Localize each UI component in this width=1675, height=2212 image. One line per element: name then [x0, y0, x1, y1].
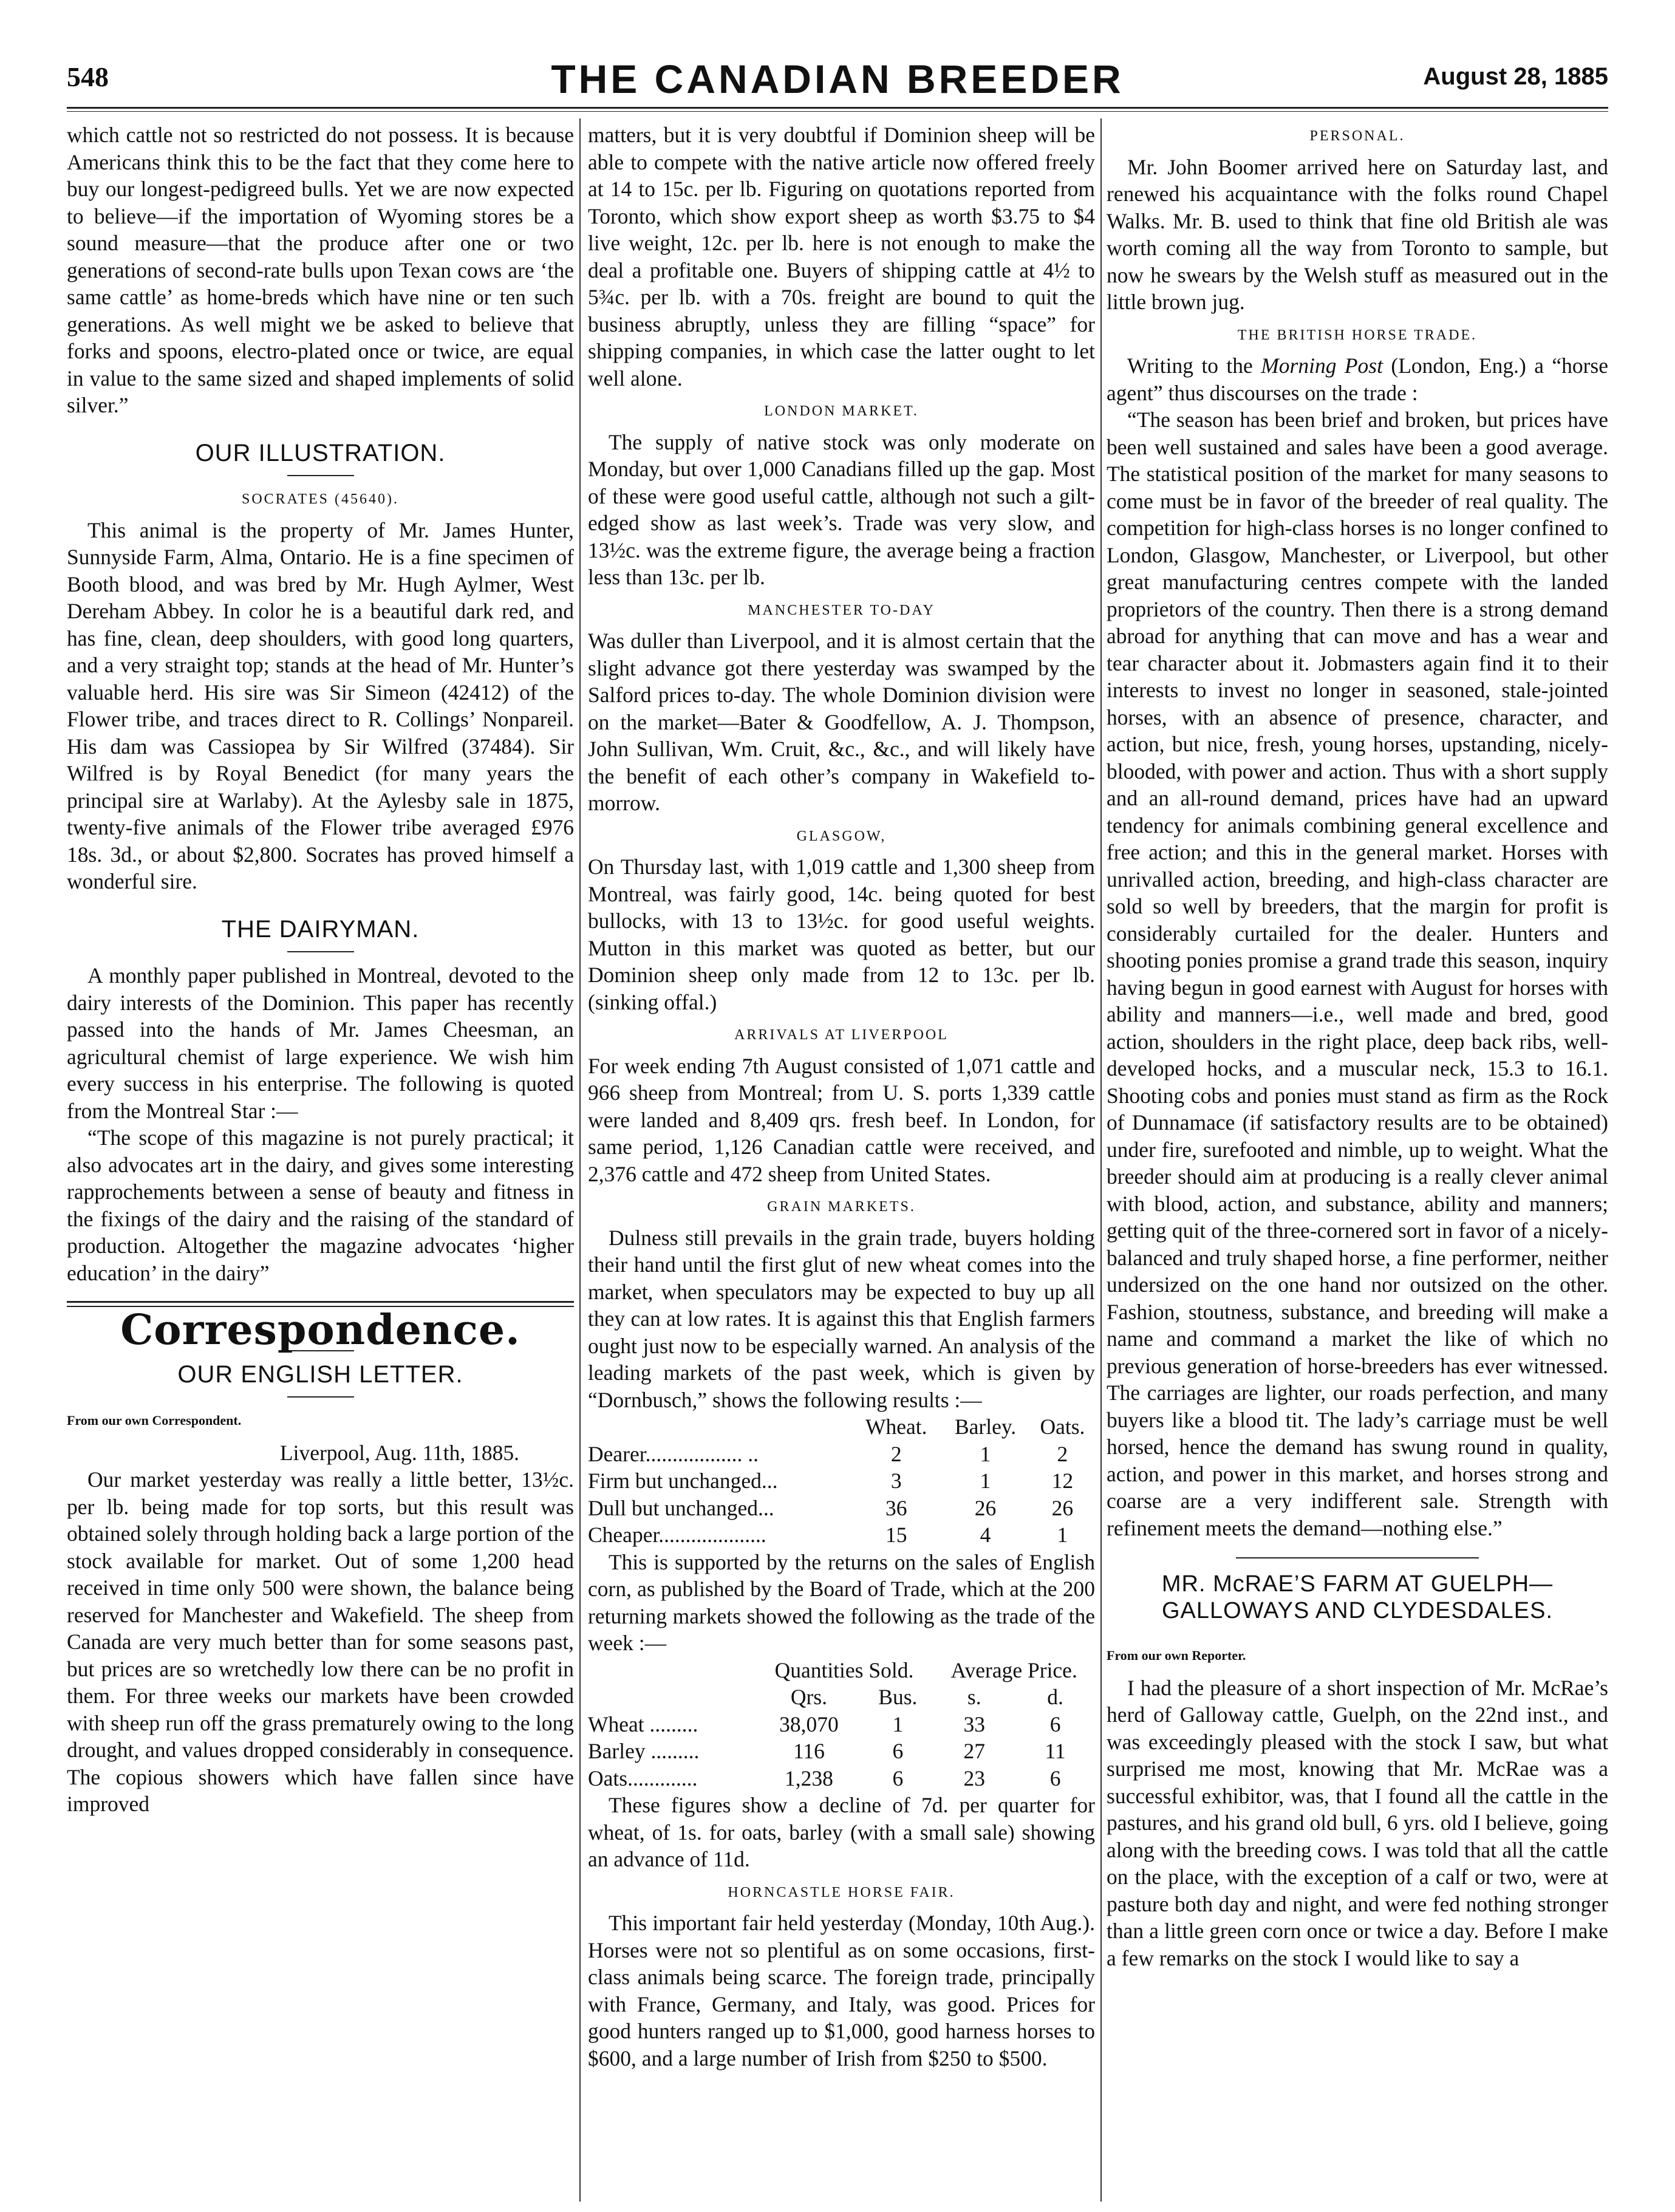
- horse-trade-intro: [1107, 352, 1608, 406]
- mcrae-text: I had the pleasure of a short inspection of Mr. McRae’s herd of Galloway cattle, Guelph, on the 22nd inst., and was exceedingly pleased with the stock I saw, but what surprised me most, knowing that Mr. McRae was a successful exhibitor, was, that I found all the cattle in the pastures, and his grand old bull, 6 yrs. old I believe, going along with the breeding cows. I was told that all the cattle on the place, with the exception of a calf or two, were at pasture both day and night, and were fed nothing stronger than a little green corn once or twice a day. Before I make a few remarks on the stock I would like to say a: [1107, 1675, 1608, 1970]
- arrivals-text: For week ending 7th August consisted of 1,071 cattle and 966 sheep from Montreal; from U. S. ports 1,339 cattle were landed and 8,409 qrs. fresh beef. In London, for same period, 1,126 Canadian cattle were received, and 2,376 cattle and 472 sheep from United States.: [588, 1053, 1095, 1186]
- continued-paragraph: matters, but it is very doubtful if Dominion sheep will be able to compete with the native article now offered freely at 14 to 15c. per lb. Figuring on quotations reported from Toronto, which show export sheep as worth $3.75 to $4 live weight, 12c. per lb. here is not enough to make the deal a profitable one. Buyers of shipping cattle at 4½ to 5¾c. per lb. with a 70s. freight are bound to quit the business abruptly, unless they are filling “space” for shipping companies, in which case the latter ought to let well alone.: [588, 123, 1095, 391]
- cell-barley: 1: [980, 1441, 991, 1466]
- row-label: Wheat .........: [588, 1712, 698, 1736]
- table-row: [588, 1711, 1095, 1738]
- column-header: Barley.: [954, 1415, 1017, 1439]
- column-divider: [579, 118, 581, 2202]
- newspaper-title: THE CANADIAN BREEDER: [551, 56, 1124, 101]
- column-header: Wheat.: [865, 1415, 927, 1439]
- cell-s: 33: [963, 1712, 986, 1736]
- cell-qrs: 116: [793, 1739, 825, 1763]
- arrivals-heading: ARRIVALS AT LIVERPOOL: [734, 1027, 949, 1043]
- row-label: Barley .........: [588, 1739, 700, 1763]
- cell-wheat: 2: [890, 1441, 902, 1466]
- intro-text: Writing to the: [1127, 353, 1253, 378]
- row-label: Dearer.................. ..: [588, 1441, 759, 1466]
- cell-wheat: 15: [885, 1523, 907, 1547]
- glasgow-text: On Thursday last, with 1,019 cattle and 1,300 sheep from Montreal, was fairly good, 14c. being quoted for best bullocks, with 13 to 13½c. for good useful weights. Mutton in this market was quoted as better, but our Dominion sheep only made from 12 to 13c. per lb. (sinking offal.): [588, 855, 1095, 1014]
- grain-markets-heading: GRAIN MARKETS.: [767, 1199, 916, 1215]
- horncastle-heading: HORNCASTLE HORSE FAIR.: [728, 1884, 955, 1900]
- cell-bus: 1: [892, 1712, 904, 1736]
- cell-qrs: 38,070: [779, 1712, 839, 1736]
- grain-markets-text: Dulness still prevails in the grain trade, buyers holding their hand until the first glut of new wheat comes into the market, when speculators may be expected to buy up all they can at low rates. It is against this that English farmers ought just now to be especially warned. An analysis of the leading markets of the past week, which is given by “Dornbusch,” shows the following results :—: [588, 1225, 1095, 1412]
- personal-text: Mr. John Boomer arrived here on Saturday last, and renewed his acquaintance with the folks round Chapel Walks. Mr. B. used to think that fine old British ale was worth coming all the way from Toronto to sample, but now he swears by the Welsh stuff as measured out in the little brown jug.: [1107, 154, 1608, 314]
- quantities-table: [588, 1657, 1095, 1792]
- correspondence-heading: Correspondence.: [120, 1306, 520, 1354]
- masthead: [67, 56, 1608, 104]
- english-letter-heading: OUR ENGLISH LETTER.: [177, 1360, 463, 1388]
- horse-trade-heading: THE BRITISH HORSE TRADE.: [1237, 327, 1478, 343]
- glasgow-heading: GLASGOW,: [796, 828, 887, 844]
- illustration-heading: OUR ILLUSTRATION.: [195, 439, 446, 466]
- table-row: [588, 1441, 1095, 1468]
- column-header: Oats.: [1040, 1415, 1085, 1439]
- cell-s: 23: [963, 1766, 986, 1790]
- cell-barley: 1: [980, 1469, 991, 1493]
- cell-d: 6: [1049, 1712, 1061, 1736]
- divider: [287, 1396, 354, 1398]
- cell-oats: 26: [1051, 1495, 1074, 1520]
- manchester-text: Was duller than Liverpool, and it is almost certain that the slight advance got there yesterday was swamped by the Salford prices to-day. The whole Dominion division were on the market—Bater & Goodfellow, A. J. Thompson, John Sullivan, Wm. Cruit, &c., &c., and will likely have the benefit of each other’s company in Wakefield to-morrow.: [588, 629, 1095, 815]
- column-header: Bus.: [878, 1685, 918, 1709]
- column-header: Qrs.: [790, 1685, 827, 1709]
- row-label: Dull but unchanged...: [588, 1495, 774, 1520]
- horncastle-text: This important fair held yesterday (Monday, 10th Aug.). Horses were not so plentiful as on some occasions, first-class animals being scarce. The foreign trade, principally with France, Germany, and Italy, was good. Prices for good hunters ranged up to $1,000, good harness horses to $600, and a large number of Irish from $250 to $500.: [588, 1911, 1095, 2070]
- london-market-heading: LONDON MARKET.: [764, 403, 919, 419]
- dairyman-heading: THE DAIRYMAN.: [221, 915, 420, 943]
- table-row: [588, 1738, 1095, 1765]
- horse-trade-quote: “The season has been brief and broken, but prices have been well sustained and sales have been a good average. The statistical position of the market for many seasons to come must be in favor of the breeder of real quality. The competition for high-class horses is no longer confined to London, Glasgow, Manchester, or Liverpool, but other great manufacturing centres compete with the landed proprietors of the country. Then there is a strong demand abroad for anything that can move and has a wear and tear character about it. Jobmasters again find it to their interests to invest no longer in seasoned, stale-jointed horses, with an absence of presence, character, and action, but nice, fresh, young horses, upstanding, nicely-blooded, with power and action. Thus with a short supply and an all-round demand, prices have had an upward tendency for animals combining general excellence and free action; and this in the general market. Horses with unrivalled action, breeding, and high-class character are sold so well by breeders, that the margin for profit is considerably curtailed for the dealer. Hunters and shooting ponies promise a grand trade this season, inquiry having begun in good earnest with August for horses with ability and manners—i.e., well made and bred, good action, shoulders in the right place, deep back ribs, well-developed hocks, and a muscular neck, 15.3 to 16.1. Shooting cobs and ponies must stand as firm as the Rock of Dunnamace (if satisfactory results are to be obtained) under fire, surefooted and nimble, up to weight. What the breeder should aim at producing is a really clever animal with blood, action, and substance, ability and manners; getting quit of the three-cornered sort in favor of a nicely-balanced and truly shaped horse, a fine performer, neither undersized on the one hand nor outsized on the other. Fashion, stoutness, substance, and breeding will make a name and command a market the like of which no previous generation of horse-breeders has ever witnessed. The carriages are lighter, our roads perfection, and many buyers like a blood tit. The lady’s carriage must be well horsed, hence the demand has swung round in quality, action, and power in this market, and horses strong and coarse are a very indifferent sale. Strength with refinement meets the demand—nothing else.”: [1107, 408, 1608, 1540]
- row-label: Oats.............: [588, 1766, 698, 1790]
- byline: From our own Correspondent.: [67, 1413, 242, 1428]
- supported-text: This is supported by the returns on the sales of English corn, as published by the Board of Trade, which at the 200 returning markets showed the following as the trade of the week :—: [588, 1549, 1095, 1655]
- dateline: Liverpool, Aug. 11th, 1885.: [279, 1440, 519, 1465]
- table-row: [588, 1467, 1095, 1495]
- cell-barley: 4: [980, 1523, 991, 1547]
- grain-results-table: [588, 1413, 1095, 1549]
- cell-bus: 6: [892, 1739, 904, 1763]
- cell-oats: 1: [1057, 1523, 1068, 1547]
- cell-oats: 12: [1051, 1469, 1074, 1493]
- cell-barley: 26: [974, 1495, 997, 1520]
- cell-oats: 2: [1057, 1441, 1068, 1466]
- masthead-rule: [67, 107, 1608, 112]
- london-market-text: The supply of native stock was only moderate on Monday, but over 1,000 Canadians filled up the gap. Most of these were good useful cattle, although not such a gilt-edged show as last week’s. Trade was very slow, and 13½c. was the extreme figure, the average being a fraction less than 13c. per lb.: [588, 429, 1095, 589]
- letter-text: Our market yesterday was really a little better, 13½c. per lb. being made for top sorts, but this result was obtained solely through holding back a large portion of the stock available for market. Out of some 1,200 head received in time only 500 were shown, the balance being reserved for Manchester and Wakefield. The sheep from Canada are very much better than for some seasons past, but prices are so wretchedly low there can be no profit in them. For three weeks our markets have been crowded with sheep run off the grass prematurely owing to the long drought, and values dropped considerably in consequence. The copious showers which have fallen since have improved: [67, 1467, 574, 1816]
- row-label: Firm but unchanged...: [588, 1469, 778, 1493]
- divider: [287, 475, 354, 476]
- column-2: [588, 121, 1095, 2199]
- socrates-heading: SOCRATES (45640).: [241, 491, 400, 507]
- table-header-row: [588, 1413, 1095, 1441]
- figures-text: These figures show a decline of 7d. per quarter for wheat, of 1s. for oats, barley (with a small sale) showing an advance of 11d.: [588, 1793, 1095, 1871]
- byline: From our own Reporter.: [1107, 1648, 1246, 1663]
- dairyman-quote: “The scope of this magazine is not purely practical; it also advocates art in the dairy, and gives some interesting rapprochements between a sense of beauty and fitness in the fixings of the dairy and the raising of the standard of production. Altogether the magazine advocates ‘higher education’ in the dairy”: [67, 1125, 574, 1285]
- column-header: s.: [967, 1685, 981, 1709]
- column-1: [67, 121, 574, 2199]
- mcrae-heading: MR. McRAE’S FARM AT GUELPH—GALLOWAYS AND CLYDESDALES.: [1161, 1571, 1554, 1623]
- table-row: [588, 1765, 1095, 1792]
- table-row: [588, 1495, 1095, 1522]
- cell-wheat: 36: [885, 1495, 907, 1520]
- column-header: Quantities Sold.: [774, 1657, 914, 1682]
- cell-s: 27: [963, 1739, 986, 1763]
- personal-heading: PERSONAL.: [1309, 128, 1405, 144]
- row-label: Cheaper....................: [588, 1523, 766, 1547]
- cell-d: 11: [1045, 1739, 1066, 1763]
- divider: [1236, 1557, 1479, 1558]
- dairyman-text: A monthly paper published in Montreal, devoted to the dairy interests of the Dominion. This paper has recently passed into the hands of Mr. James Cheesman, an agricultural chemist of large experience. We wish him every success in his enterprise. The following is quoted from the Montreal Star :—: [67, 963, 574, 1123]
- page-number: 548: [67, 61, 109, 92]
- cell-wheat: 3: [890, 1469, 902, 1493]
- divider: [287, 951, 354, 952]
- illustration-text: This animal is the property of Mr. James Hunter, Sunnyside Farm, Alma, Ontario. He is a fine specimen of Booth blood, and was bred by Mr. Hugh Aylmer, West Dereham Abbey. In color he is a beautiful dark red, and has fine, clean, deep shoulders, with good long quarters, and a very straight top; stands at the head of Mr. Hunter’s valuable herd. His sire was Sir Simeon (42412) of the Flower tribe, and traces direct to R. Collings’ Nonpareil. His dam was Cassiopea by Sir Wilfred (37484). Sir Wilfred is by Royal Benedict (for many years the principal sire at Warlaby). At the Aylesby sale in 1875, twenty-five animals of the Flower tribe averaged £976 18s. 3d., or about $2,800. Socrates has proved himself a wonderful sire.: [67, 517, 574, 893]
- continued-paragraph: which cattle not so restricted do not possess. It is because Americans think this to be the fact that they come here to buy our longest-pedigreed bulls. Yet we are now expected to believe—if the importation of Wyoming stores be a sound measure—that the produce after one or two generations of second-rate bulls upon Texan cows are ‘the same cattle’ as home-breds which have nine or ten such generations. As well might we be asked to believe that forks and spoons, electro-plated once or twice, are equal in value to the same sized and shaped implements of solid silver.”: [67, 123, 574, 417]
- issue-date: August 28, 1885: [1423, 63, 1608, 90]
- newspaper-name: Morning Post: [1261, 353, 1383, 378]
- table-subheader-row: [588, 1684, 1095, 1711]
- column-header: d.: [1047, 1685, 1063, 1709]
- table-header-row: [588, 1657, 1095, 1684]
- intro-text: (London, Eng.) a “horse agent” thus discourses on the trade :: [1107, 353, 1608, 405]
- column-divider: [1100, 118, 1102, 2202]
- cell-d: 6: [1049, 1766, 1061, 1790]
- cell-bus: 6: [892, 1766, 904, 1790]
- manchester-heading: MANCHESTER TO-DAY: [748, 602, 935, 618]
- table-row: [588, 1521, 1095, 1549]
- cell-qrs: 1,238: [784, 1766, 833, 1790]
- column-3: [1107, 121, 1608, 2199]
- column-header: Average Price.: [950, 1657, 1077, 1682]
